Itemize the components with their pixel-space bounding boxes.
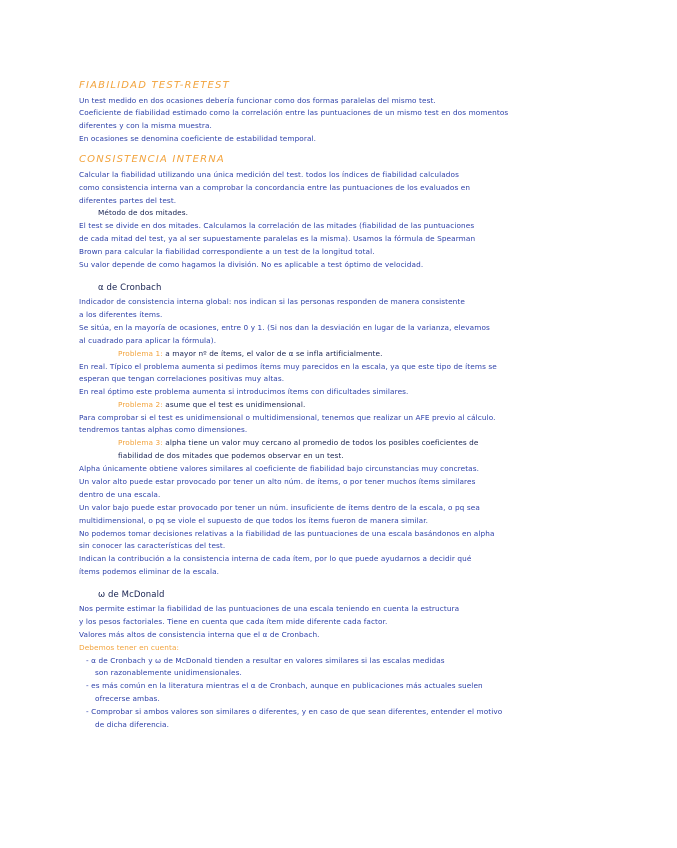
bullet-item: - Comprobar si ambos valores son similares o diferentes, y en caso de que sean diferentes, entender el motivo [86,707,503,716]
text-line: diferentes partes del test. [79,196,177,205]
section-title-test-retest: FIABILIDAD TEST-RETEST [79,80,230,91]
text-line: al cuadrado para aplicar la fórmula). [79,336,217,345]
text-line: como consistencia interna van a comprobar la concordancia entre las puntuaciones de los evaluados en [79,183,471,192]
text-line: Su valor depende de como hagamos la división. No es aplicable a test óptimo de velocidad. [79,260,424,269]
text-line: diferentes y con la misma muestra. [79,121,212,130]
problem-3-label: Problema 3: [118,438,163,447]
text-line: Un test medido en dos ocasiones debería funcionar como dos formas paralelas del mismo test. [79,96,436,105]
text-line: a los diferentes ítems. [79,310,163,319]
text-line: multidimensional, o pq se viole el supuesto de que todos los ítems fueron de manera similar. [79,516,429,525]
text-line: En real. Típico el problema aumenta si pedimos ítems muy parecidos en la escala, ya que este tipo de ítems se [79,362,497,371]
text-line: Indican la contribución a la consistencia interna de cada ítem, por lo que puede ayudarnos a decidir qué [79,554,472,563]
problem-1-line [118,349,383,359]
text-line: No podemos tomar decisiones relativas a la fiabilidad de las puntuaciones de una escala basándonos en alpha [79,529,495,538]
problem-3-line [118,438,478,448]
section-title-mcdonald: ω de McDonald [98,590,165,600]
text-line: Para comprobar si el test es unidimensional o multidimensional, tenemos que realizar un AFE previo al cálculo. [79,413,496,422]
problem-1-text: a mayor nº de ítems, el valor de α se infla artificialmente. [165,349,383,358]
bullet-item-cont: de dicha diferencia. [95,720,170,729]
problem-2-label: Problema 2: [118,400,163,409]
text-line: ítems podemos eliminar de la escala. [79,567,220,576]
text-line: Valores más altos de consistencia interna que el α de Cronbach. [79,630,320,639]
bullet-item: - es más común en la literatura mientras el α de Cronbach, aunque en publicaciones más actuales suelen [86,681,483,690]
text-line: Un valor bajo puede estar provocado por tener un núm. insuficiente de ítems dentro de la escala, o pq sea [79,503,480,512]
problem-3-text: alpha tiene un valor muy cercano al promedio de todos los posibles coeficientes de [165,438,479,447]
bullet-item: - α de Cronbach y ω de McDonald tienden a resultar en valores similares si las escalas medidas [86,656,445,665]
text-line: Indicador de consistencia interna global: nos indican si las personas responden de manera consistente [79,297,465,306]
text-line: sin conocer las características del test. [79,541,226,550]
bullet-item-cont: son razonablemente unidimensionales. [95,668,242,677]
text-line: Nos permite estimar la fiabilidad de las puntuaciones de una escala teniendo en cuenta la estructura [79,604,460,613]
text-line: En ocasiones se denomina coeficiente de estabilidad temporal. [79,134,317,143]
text-line: fiabilidad de dos mitades que podemos observar en un test. [118,451,344,460]
text-line: dentro de una escala. [79,490,161,499]
text-line: Calcular la fiabilidad utilizando una única medición del test. todos los índices de fiabilidad calculados [79,170,459,179]
tener-en-cuenta-heading: Debemos tener en cuenta: [79,643,180,652]
text-line: esperan que tengan correlaciones positivas muy altas. [79,374,285,383]
bullet-item-cont: ofrecerse ambas. [95,694,160,703]
text-line: El test se divide en dos mitades. Calculamos la correlación de las mitades (fiabilidad de las puntuaciones [79,221,475,230]
text-line: Alpha únicamente obtiene valores similares al coeficiente de fiabilidad bajo circunstancias muy concretas. [79,464,480,473]
text-line: tendremos tantas alphas como dimensiones. [79,425,248,434]
subheading-dos-mitades: Método de dos mitades. [98,208,189,217]
text-line: Un valor alto puede estar provocado por tener un alto núm. de ítems, o por tener muchos ítems similares [79,477,476,486]
section-title-consistencia-interna: CONSISTENCIA INTERNA [79,154,225,165]
problem-1-label: Problema 1: [118,349,163,358]
text-line: Brown para calcular la fiabilidad correspondiente a un test de la longitud total. [79,247,375,256]
text-line: Se sitúa, en la mayoría de ocasiones, entre 0 y 1. (Si nos dan la desviación en lugar de la varianza, elevamos [79,323,490,332]
problem-2-line [118,400,305,410]
section-title-cronbach: α de Cronbach [98,283,162,293]
text-line: de cada mitad del test, ya al ser supuestamente paralelas es la misma). Usamos la fórmula de Spearman [79,234,476,243]
text-line: y los pesos factoriales. Tiene en cuenta que cada ítem mide diferente cada factor. [79,617,388,626]
text-line: En real óptimo este problema aumenta si introducimos ítems con dificultades similares. [79,387,409,396]
problem-2-text: asume que el test es unidimensional. [165,400,306,409]
text-line: Coeficiente de fiabilidad estimado como la correlación entre las puntuaciones de un mismo test en dos momentos [79,108,509,117]
